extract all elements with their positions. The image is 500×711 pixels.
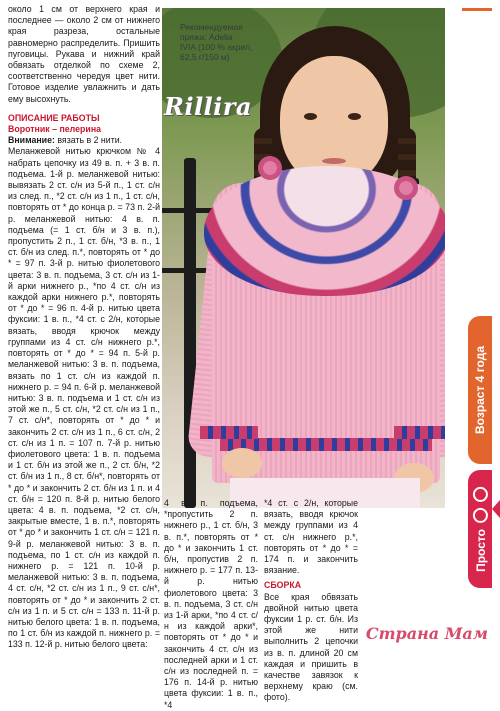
top-rule-decoration: [462, 8, 492, 11]
age-tab: [468, 316, 492, 464]
eye-right: [348, 113, 361, 120]
flower-tie: [394, 176, 418, 200]
eye-left: [304, 113, 317, 120]
yarn-ball-icon: [473, 487, 488, 502]
section-heading: ОПИСАНИЕ РАБОТЫ: [8, 112, 100, 123]
site-watermark: Страна Мам: [365, 624, 488, 643]
intro-paragraph: около 1 см от верхнего края и последнее — около 2 см от нижнего края разреза, остальные равномерно распределить. Пришить пуговицы. Рукава и нижний край обвязать отделкой по схеме 2, соответственно чередуя цвет нити. Готовое изделие увлажнить и дать ему высохнуть.: [8, 4, 160, 104]
side-tabs: [452, 0, 500, 649]
text-column-1: [8, 4, 160, 651]
yarn-recommendation: Рекомендуемая пряжа: Adelia IVIA (100 % акрил, 62,5 г/150 м): [180, 22, 253, 62]
arrow-marker-icon: [492, 500, 500, 518]
text-column-3: [264, 498, 358, 704]
difficulty-tab-label: Просто: [473, 528, 488, 572]
yarn-ball-icon: [473, 508, 488, 523]
text-column-2: [164, 498, 258, 711]
instructions-continued: 4 в. п. подъема, *пропустить 2 п. нижнего р., 1 ст. б/н, 3 в. п.*, повторять от * до * и закончить 1 ст. б/н, пропустив 2 п. нижнего р. = 177 п. 13-й р. нитью фиолетового цвета: 3 в. п. подъема, 3 ст. с/н из 1-й арки, *по 4 ст. с/н из каждой арки*, повторять от * до * и закончить 4 ст. с/н из последней арки и 1 ст. с/н из последней п. = 176 п. 14-й р. нитью цвета фуксии: 1 в. п., *4: [164, 498, 258, 710]
mouth: [322, 158, 346, 164]
collar-subheading: Воротник – пелерина: [8, 124, 102, 135]
instructions-body: Меланжевой нитью крючком № 4 набрать цепочку из 49 в. п. + 3 в. п. подъема. 1-й р. меланжевой нитью: вывязать 2 ст. с/н из 5-й п., 1 ст. с/н из след. п., *2 ст. с/н из 1 п., 1 ст. с/н, повторять от * до конца р. = 73 п. 2-й р. меланжевой нитью: 4 в. п. подъема (= 1 ст. б/н и 3 в. п.), пропустить 2 п., 1 ст. б/н, *3 в. п., 1 ст. б/н из след. п.*, повторять от * до * = 97 п. 3-й р. нитью фиолетового цвета: 3 в. п. подъема, 3 ст. с/н из 1-й арки нижнего р., *по 4 ст. с/н из каждой арки нижнего р.*, повторять от * до * = 96 п. 4-й р. нитью цвета фуксии: 1 в. п., *4 ст. с 2/н, которые вязать, вводя крючок между группами из 4 ст. с/н нижнего р.*, повторять от * до * = 94 п. 5-й р. меланжевой нитью: 3 в. п. подъема, вязать по 1 ст. с/н из каждой п. нижнего р. = 94 п. 6-й р. меланжевой нитью: 3 в. п. подъема и 1 ст. с/н из этой же п., 5 ст. с/н, *2 ст. с/н из 1 п., 7 ст. с/н*, повторять от * до * и закончить 2 ст. с/н из 1 п., 6 ст. с/н, 2 ст. с/н из 1 п. = 107 п. 7-й р. нитью фиолетового цвета: 1 в. п. подъема и 1 ст. б/н из этой же п., 2 ст. б/н, *2 ст. б/н из 1 п., 8 ст. б/н*, повторять от * до * и закончить 2 ст. б/н из 1 п. и 4 ст. б/н = 120 п. 8-й р. нитью белого цвета: 4 в. п. подъема, *2 ст. с/н, закрытые вместе, 1 в. п.*, повторять от * до * и закончить 1 ст. с/н = 121 п. 9-й р. меланжевой нитью: 3 в. п. подъема, по 1 ст. с/н из каждой п. нижнего р. = 121 п. 10-й р. меланжевой нитью: 3 в. п. подъема, 4 ст. с/н, *2 ст. с/н из 1 п., 9 ст. с/н*, повторять от * до * и закончить 2 ст. с/н из 1 п. и 5 ст. с/н = 133 п. 11-й р. нитью белого цвета: 1 в. п. подъема, по 1 ст. б/н из каждой п. нижнего р. = 133 п. 12-й р. нитью белого цвета:: [8, 146, 160, 650]
sleeve-cuff-band: [200, 426, 258, 439]
hand: [222, 448, 262, 478]
assembly-heading: СБОРКА: [264, 580, 302, 591]
attention-label: Внимание:: [8, 135, 55, 146]
flower-tie: [258, 156, 282, 180]
age-tab-label: Возраст 4 года: [473, 345, 488, 435]
product-photo: [162, 8, 445, 508]
attention-text: вязать в 2 нити.: [54, 135, 123, 146]
attention-note: [8, 135, 160, 146]
difficulty-tab: [468, 470, 492, 588]
assembly-text: Все края обвязать двойной нитью цвета фуксии 1 р. ст. б/н. Из этой же нити выполнить 2 цепочки из в. п. длиной 20 см каждая и пришить в качестве завязок к верхнему краю (см. фото).: [264, 591, 358, 703]
sleeve-cuff-band: [394, 426, 445, 439]
instructions-end: *4 ст. с 2/н, которые вязать, вводя крючок между группами из 4 ст. с/н нижнего р.*, повторять от * до * = 174 п. и закончить вязание.: [264, 498, 358, 576]
brand-logo: Rillira: [164, 92, 253, 121]
